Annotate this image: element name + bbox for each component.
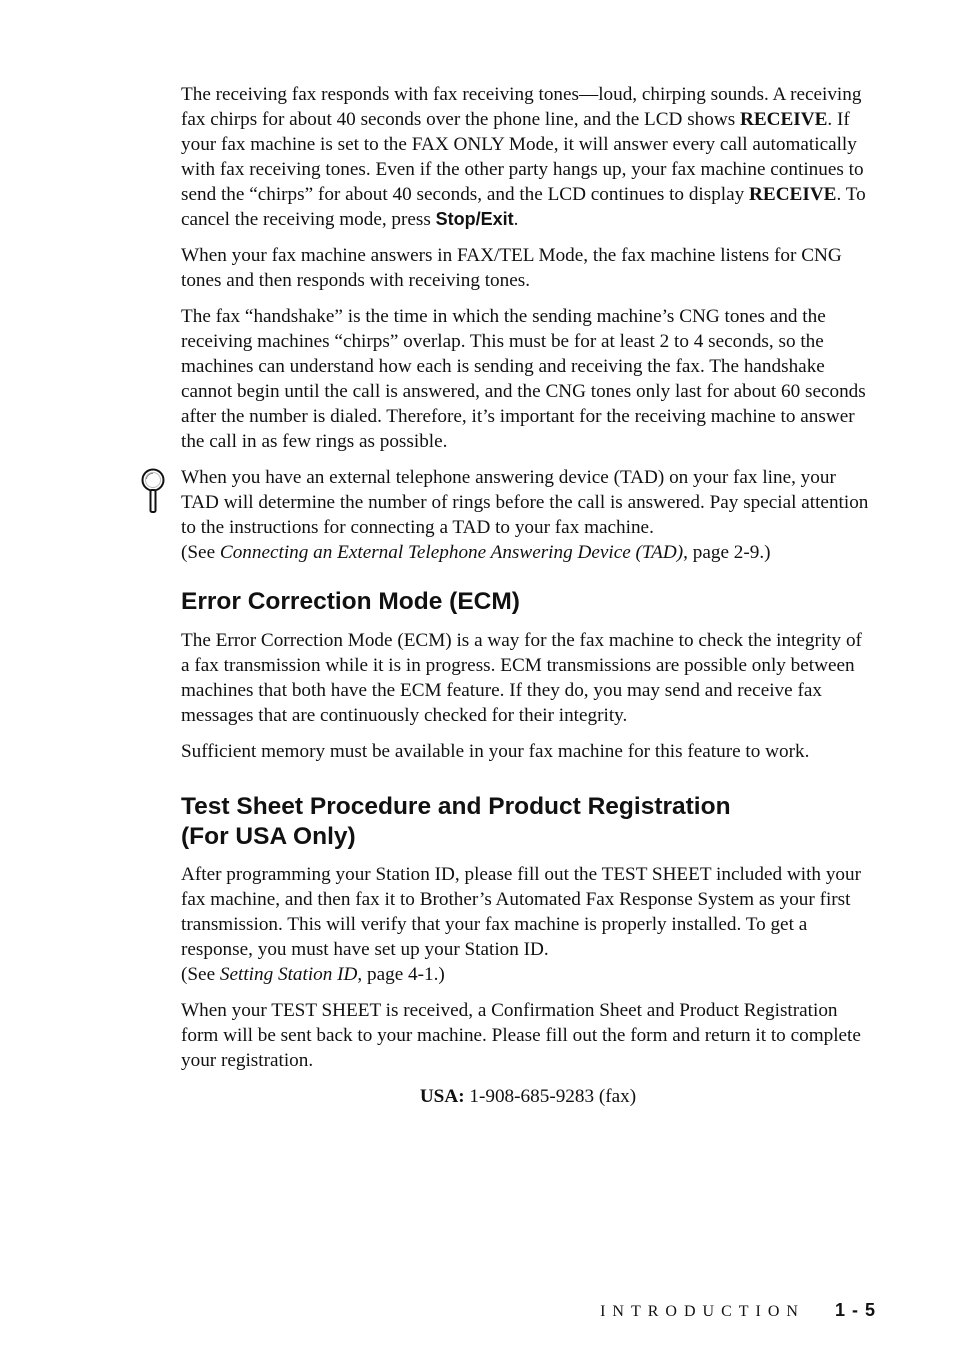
text-run: . To cancel the receiving mode, press bbox=[181, 184, 866, 230]
text-run: After programming your Station ID, please fill out the TEST SHEET included with your fax machine, and then fax it to Brother’s Automated Fax Response System as your first transmission. This will verify that your fax machine is properly installed. To get a response, you must have set up your Station ID. bbox=[181, 864, 861, 960]
text-run: (See bbox=[181, 964, 220, 985]
text-run: . If your fax machine is set to the FAX ONLY Mode, it will answer every call automatically with fax receiving tones. Even if the other party hangs up, your fax machine continues to send the “chirps” for about 40 seconds, and the LCD continues to display bbox=[181, 109, 864, 205]
text-run: . bbox=[513, 209, 519, 230]
paragraph-ecm-memory: Sufficient memory must be available in your fax machine for this feature to work. bbox=[181, 741, 810, 762]
text-run: The receiving fax responds with fax receiving tones—loud, chirping sounds. A receiving fax chirps for about 40 seconds over the phone line, and the LCD shows bbox=[181, 84, 862, 130]
text-run: , page 4-1.) bbox=[357, 964, 445, 985]
fax-number: 1-908-685-9283 (fax) bbox=[464, 1086, 637, 1107]
heading-test-sheet bbox=[181, 792, 875, 852]
paragraph-test-sheet bbox=[181, 862, 875, 987]
footer-section-title: INTRODUCTION bbox=[600, 1303, 805, 1320]
cross-reference-title: Setting Station ID bbox=[219, 964, 358, 985]
paragraph-handshake: The fax “handshake” is the time in which the sending machine’s CNG tones and the receiving machines “chirps” overlap. This must be for at least 2 to 4 seconds, so the machines can understand how each is sending and receiving the fax. The handshake cannot begin until the call is answered, and the CNG tones only last for about 60 seconds after the number is dialed. Therefore, it’s important for the receiving machine to answer the call in as few rings as possible. bbox=[181, 306, 866, 452]
note-block bbox=[181, 465, 875, 565]
paragraph-receiving-tones bbox=[181, 82, 875, 232]
paragraph-confirmation: When your TEST SHEET is received, a Confirmation Sheet and Product Registration form will be sent back to your machine. Please fill out the form and return it to complete your registration. bbox=[181, 1000, 861, 1071]
cross-reference-title: Connecting an External Telephone Answering Device (TAD) bbox=[219, 542, 684, 563]
usa-label: USA: bbox=[419, 1086, 465, 1107]
paragraph-ecm-description: The Error Correction Mode (ECM) is a way for the fax machine to check the integrity of a fax transmission while it is in progress. ECM transmissions are possible only between machines that both have the ECM feature. If they do, you may send and receive fax messages that are continuously checked for their integrity. bbox=[181, 630, 862, 726]
note-text bbox=[181, 465, 875, 565]
pushpin-icon bbox=[139, 468, 167, 514]
page-number: 1 - 5 bbox=[834, 1300, 876, 1320]
heading-ecm: Error Correction Mode (ECM) bbox=[181, 588, 520, 615]
text-run: (See bbox=[181, 542, 220, 563]
lcd-text-receive: RECEIVE bbox=[739, 109, 828, 130]
page-footer bbox=[600, 1298, 876, 1324]
paragraph-fax-tel-mode: When your fax machine answers in FAX/TEL Mode, the fax machine listens for CNG tones and then responds with receiving tones. bbox=[181, 245, 842, 291]
heading-line: (For USA Only) bbox=[181, 823, 356, 850]
page-content bbox=[181, 82, 875, 1109]
stop-exit-key-label: Stop/Exit bbox=[435, 209, 514, 229]
usa-fax-number bbox=[181, 1084, 875, 1109]
text-run: , page 2-9.) bbox=[683, 542, 771, 563]
lcd-text-receive: RECEIVE bbox=[749, 184, 837, 205]
heading-line: Test Sheet Procedure and Product Registration bbox=[181, 793, 731, 820]
note-body: When you have an external telephone answering device (TAD) on your fax line, your TAD will determine the number of rings before the call is answered. Pay special attention to the instructions for connecting a TAD to your fax machine. bbox=[181, 467, 869, 538]
